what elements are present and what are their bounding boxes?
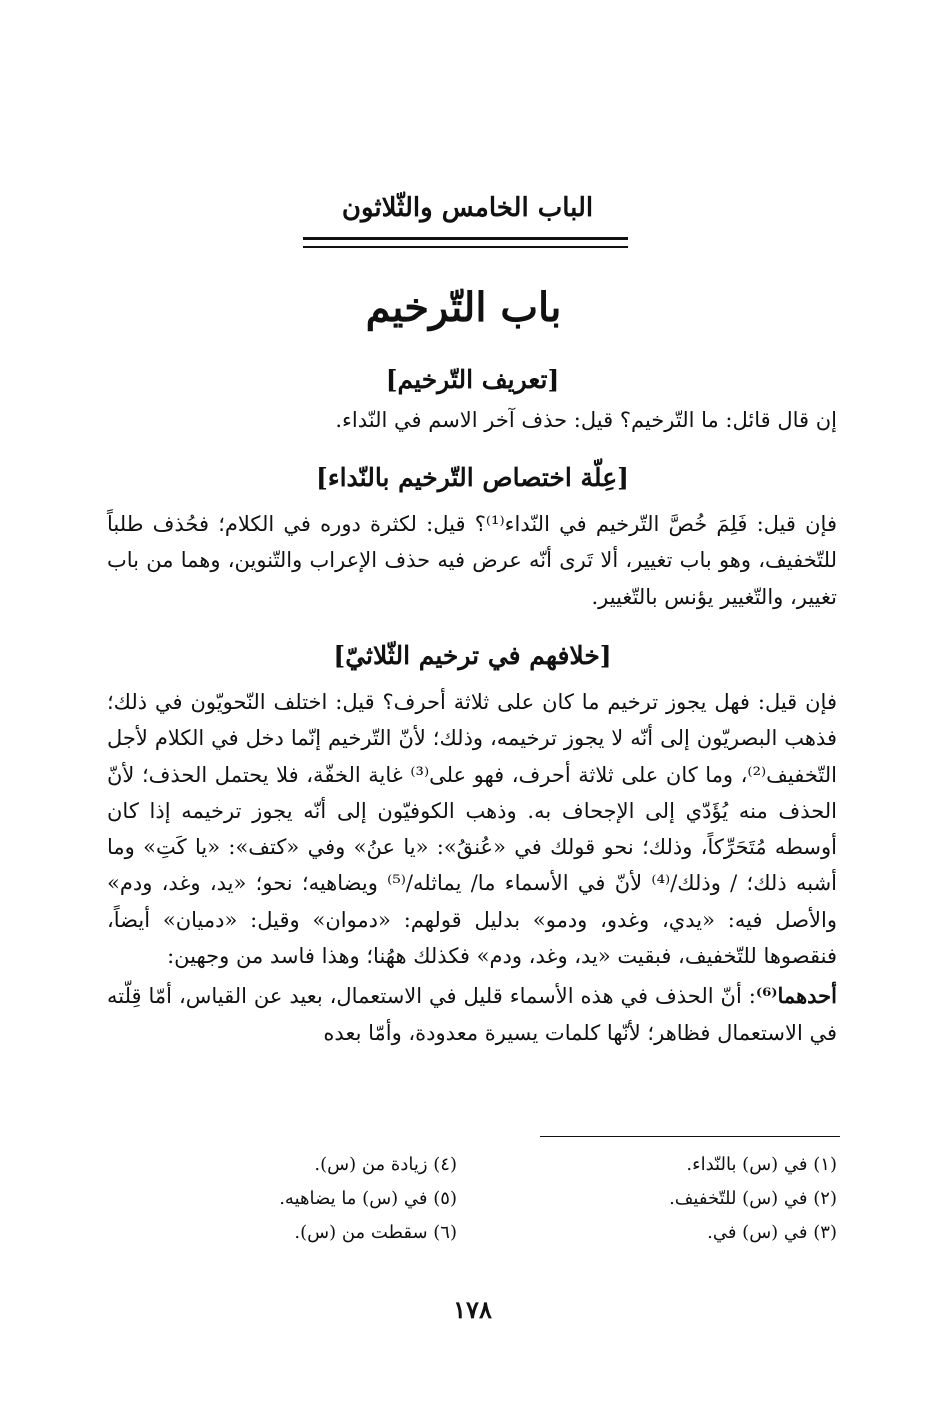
- footnote-text: في (س) بالنّداء.: [686, 1154, 808, 1175]
- footnote-6: [294, 1218, 457, 1248]
- chapter-title: الباب الخامس والثّلاثون: [341, 193, 594, 223]
- footnote-3: [707, 1218, 837, 1248]
- footnote-text: في (س) ما يضاهيه.: [279, 1188, 428, 1209]
- footnote-divider: [540, 1136, 840, 1137]
- section-heading-definition: [تعريف التّرخيم]: [385, 365, 560, 394]
- paragraph: فإن قيل: فَلِمَ خُصَّ التّرخيم في النّداء⁽¹⁾؟ قيل: لكثرة دوره في الكلام؛ فحُذف طلباً للتّخفيف، وهو باب تغيير، ألا تَرى أنّه عرض فيه حذف الإعراب والتّنوين، وهما من باب تغيير، والتّغيير يؤنس بالتّغيير.: [107, 512, 837, 609]
- footnote-5: [279, 1184, 457, 1214]
- section-body-reason: [107, 506, 837, 615]
- footnote-number: (٦): [433, 1222, 457, 1243]
- footnote-number: (٥): [433, 1188, 457, 1209]
- section-heading-dispute: [خلافهم في ترخيم الثّلاثيّ]: [333, 641, 612, 670]
- section-body-dispute: [107, 684, 837, 1051]
- paragraph-first-aspect: [107, 978, 837, 1051]
- bab-title: باب التّرخيم: [365, 284, 562, 331]
- footnote-1: [686, 1150, 837, 1180]
- paragraph: إن قال قائل: ما التّرخيم؟ قيل: حذف آخر الاسم في النّداء.: [335, 408, 837, 432]
- page-number: ١٧٨: [453, 1295, 492, 1324]
- footnote-4: [314, 1150, 457, 1180]
- title-rule-thick: [303, 237, 628, 240]
- footnote-2: [669, 1184, 837, 1214]
- section-body-definition: [107, 402, 837, 438]
- first-aspect-label: أحدهما⁽⁶⁾: [755, 983, 837, 1009]
- footnote-text: في (س) للتّخفيف.: [669, 1188, 808, 1209]
- footnote-number: (١): [813, 1154, 837, 1175]
- footnote-number: (٤): [433, 1154, 457, 1175]
- footnote-number: (٣): [813, 1222, 837, 1243]
- title-rule-thin: [303, 246, 628, 248]
- footnote-text: سقطت من (س).: [294, 1222, 428, 1243]
- footnote-text: في (س) في.: [707, 1222, 808, 1243]
- first-aspect-text: : أنّ الحذف في هذه الأسماء قليل في الاستعمال، بعيد عن القياس، أمّا قِلّته في الاستعمال فظاهر؛ لأنّها كلمات يسيرة معدودة، وأمّا بعده: [107, 984, 837, 1045]
- section-heading-reason: [عِلّة اختصاص التّرخيم بالنّداء]: [316, 463, 629, 492]
- paragraph: فإن قيل: فهل يجوز ترخيم ما كان على ثلاثة أحرف؟ قيل: اختلف النّحويّون في ذلك؛ فذهب البصريّون إلى أنّه لا يجوز ترخيمه، وذلك؛ لأنّ التّرخيم إنّما دخل في الكلام لأجل التّخفيف⁽²⁾، وما كان على ثلاثة أحرف، فهو على⁽³⁾ غاية الخفّة، فلا يحتمل الحذف؛ لأنّ الحذف منه يُؤَدّي إلى الإجحاف به. وذهب الكوفيّون إلى أنّه يجوز ترخيمه إذا كان أوسطه مُتَحَرِّكاً، وذلك؛ نحو قولك في «عُنقُ»: «يا عنُ» وفي «كتف»: «يا كَتِ» وما أشبه ذلك؛ / وذلك/⁽⁴⁾ لأنّ في الأسماء ما/ يماثله/⁽⁵⁾ ويضاهيه؛ نحو؛ «يد، وغد، ودم» والأصل فيه: «يدي، وغدو، ودمو» بدليل قولهم: «دموان» وقيل: «دميان» أيضاً، فنقصوها للتّخفيف، فبقيت «يد، وغد، ودم» فكذلك ههُنا؛ وهذا فاسد من وجهين:: [107, 690, 837, 969]
- footnote-number: (٢): [813, 1188, 837, 1209]
- footnote-text: زيادة من (س).: [314, 1154, 428, 1175]
